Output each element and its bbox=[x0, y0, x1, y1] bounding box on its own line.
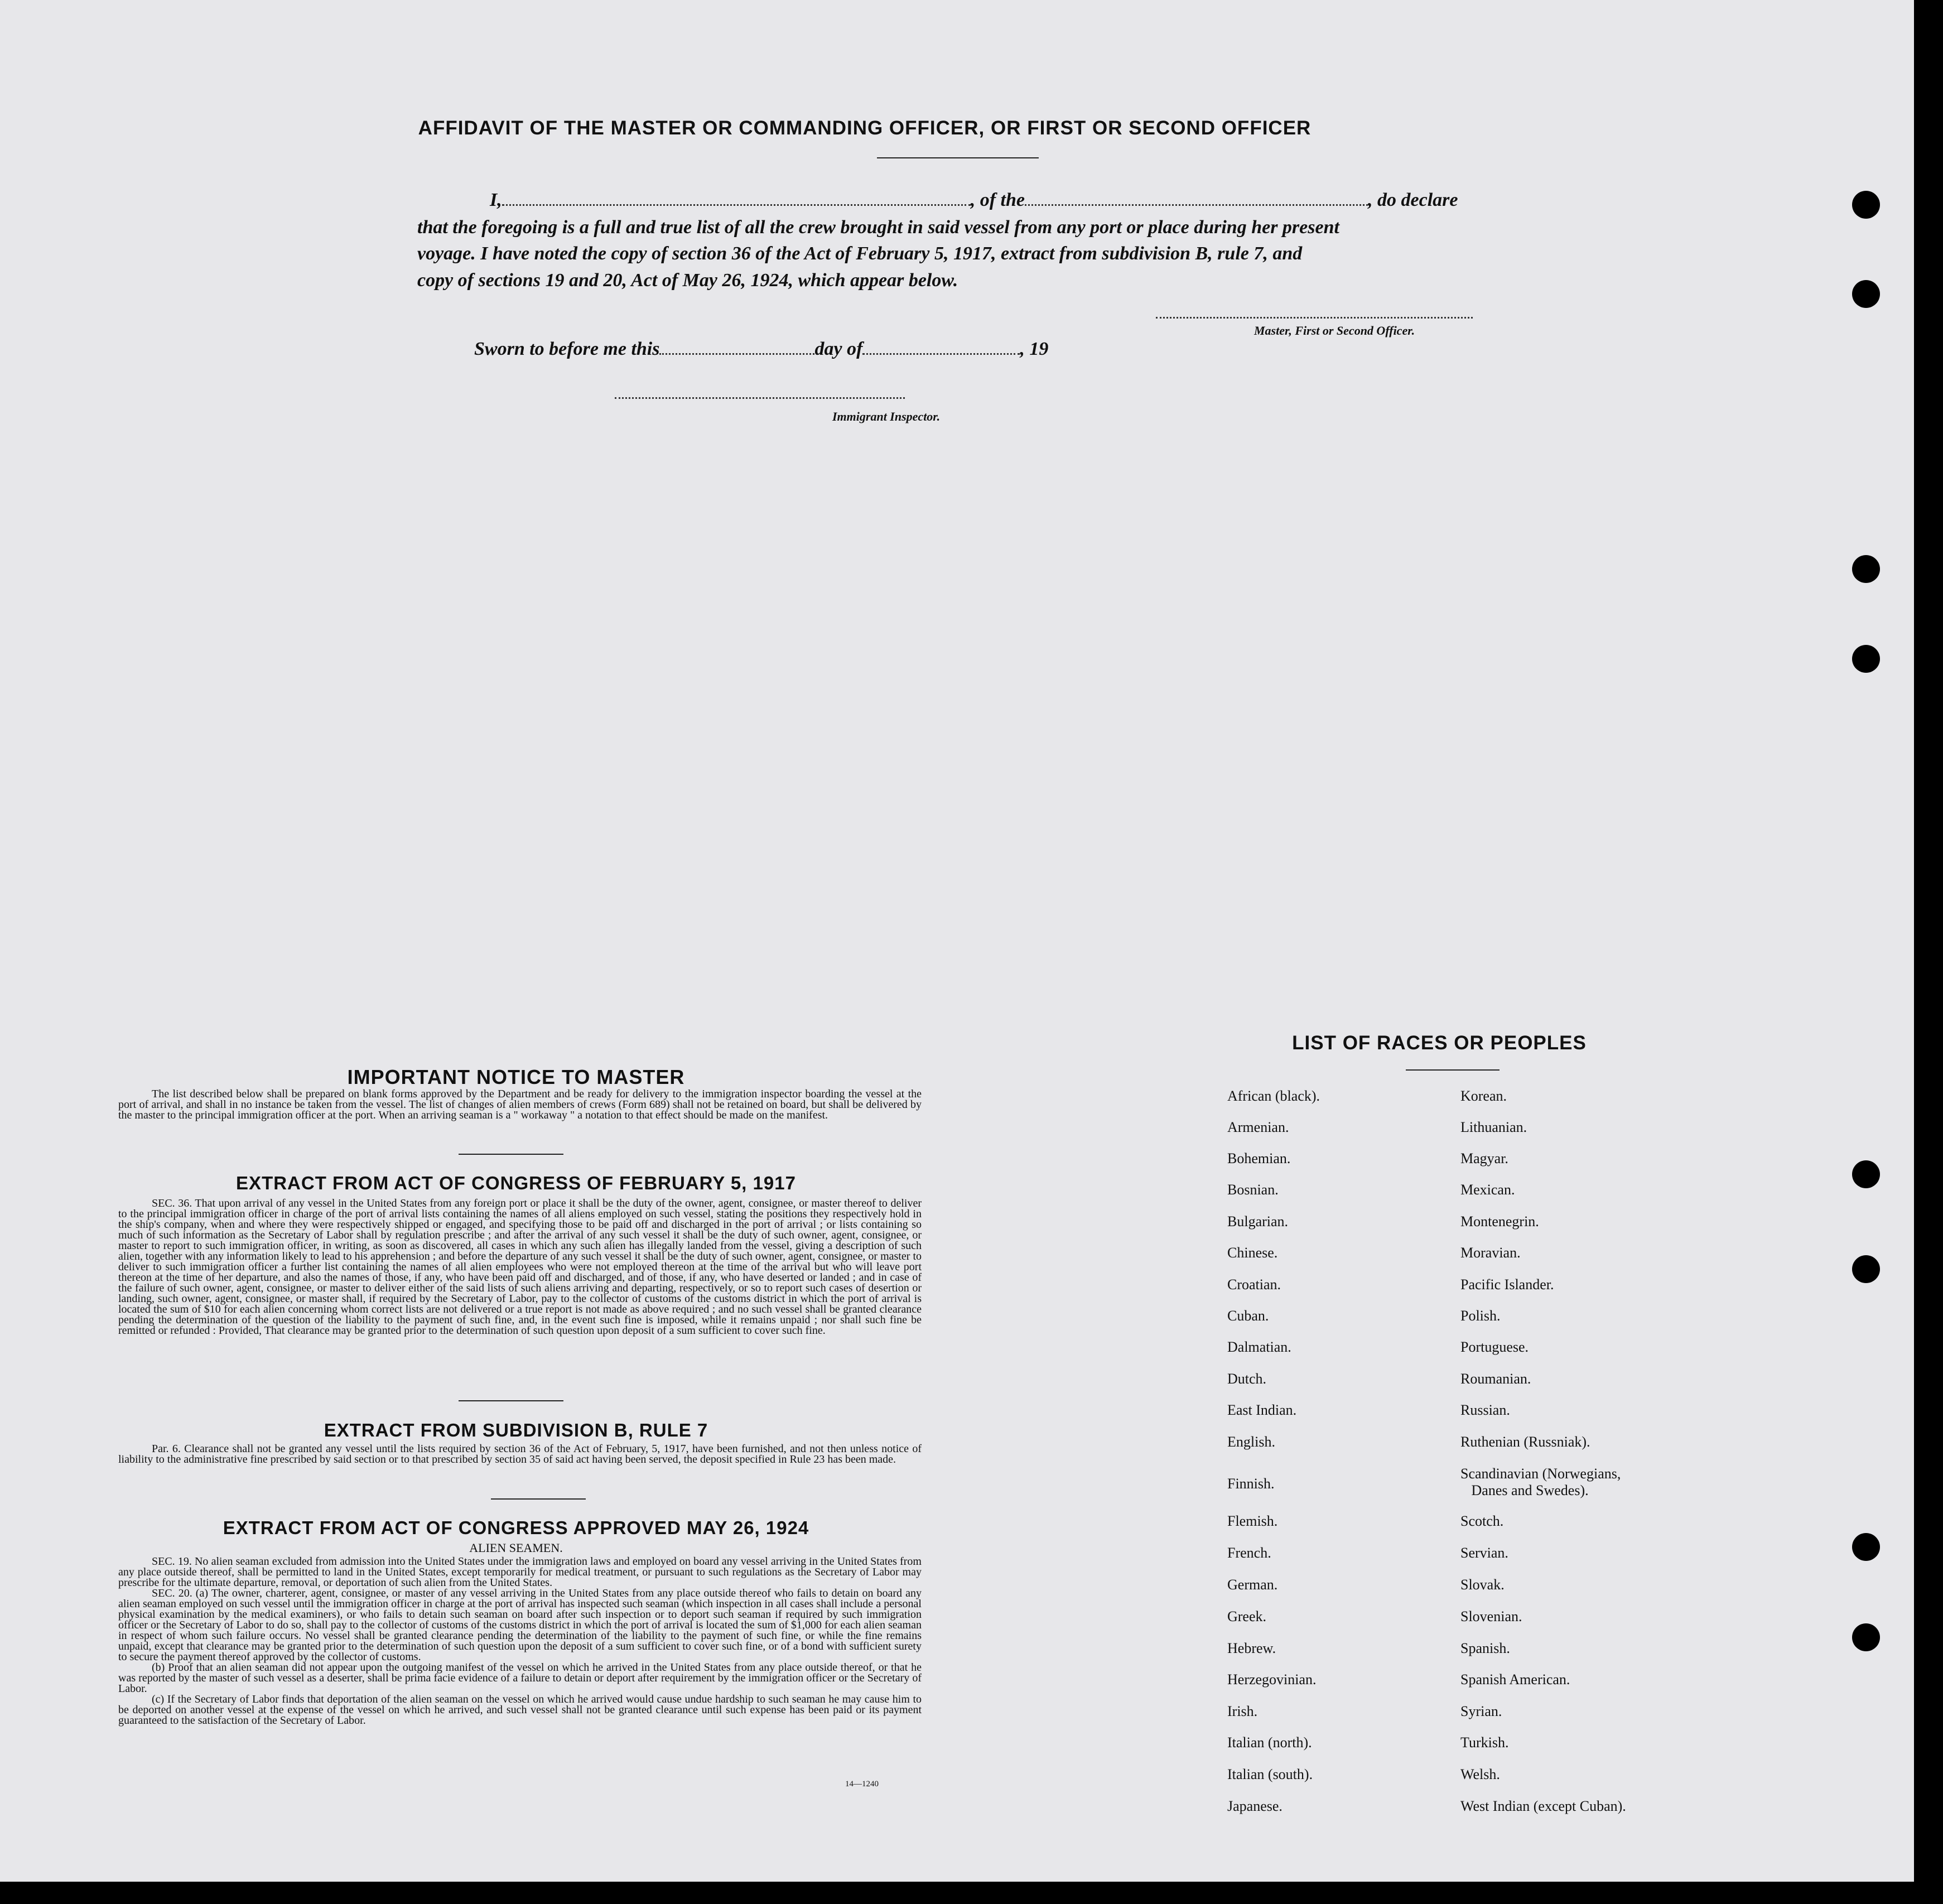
declaration-line-3: voyage. I have noted the copy of section 36 of the Act of February 5, 1917, extract from subdivision B, rule 7, and bbox=[417, 243, 1303, 264]
race-item: Finnish. bbox=[1227, 1476, 1275, 1492]
race-item: Montenegrin. bbox=[1460, 1213, 1539, 1230]
race-item: Slovenian. bbox=[1460, 1608, 1522, 1625]
race-item: Dutch. bbox=[1227, 1371, 1267, 1387]
extract-rule7-heading: EXTRACT FROM SUBDIVISION B, RULE 7 bbox=[324, 1420, 708, 1440]
race-item: Japanese. bbox=[1227, 1798, 1283, 1814]
punch-hole bbox=[1852, 191, 1880, 219]
master-signature-line[interactable] bbox=[1156, 317, 1473, 319]
extract-1917-text bbox=[118, 1198, 922, 1336]
sworn-day-blank[interactable] bbox=[659, 341, 814, 355]
race-item: Hebrew. bbox=[1227, 1640, 1276, 1656]
race-item: Turkish. bbox=[1460, 1734, 1509, 1751]
master-signature-label: Master, First or Second Officer. bbox=[1254, 324, 1415, 338]
scan-border-bottom bbox=[0, 1882, 1943, 1904]
punch-hole bbox=[1852, 645, 1880, 673]
race-item: Moravian. bbox=[1460, 1245, 1521, 1261]
race-item: Spanish American. bbox=[1460, 1671, 1570, 1688]
race-item: Irish. bbox=[1227, 1703, 1258, 1719]
race-item: Roumanian. bbox=[1460, 1371, 1531, 1387]
race-item: Italian (south). bbox=[1227, 1766, 1313, 1782]
race-item: Slovak. bbox=[1460, 1577, 1505, 1593]
sec-20c-paragraph: (c) If the Secretary of Labor finds that deportation of the alien seaman on the vessel on which he arrived would cause undue hardship to such seaman he may cause him to be deported on another vessel at the expense of the vessel on which he arrived, and such vessel shall not be granted clearance until such expense has been paid or its payment guaranteed to the satisfaction of the Secretary of Labor. bbox=[118, 1693, 922, 1727]
race-item: Russian. bbox=[1460, 1402, 1510, 1418]
extract-1924-subheading: ALIEN SEAMEN. bbox=[469, 1541, 563, 1555]
race-item: French. bbox=[1227, 1545, 1271, 1561]
race-item: West Indian (except Cuban). bbox=[1460, 1798, 1626, 1814]
race-item: Polish. bbox=[1460, 1308, 1501, 1324]
vessel-blank[interactable] bbox=[1025, 192, 1368, 206]
race-item: Ruthenian (Russniak). bbox=[1460, 1434, 1590, 1450]
section-rule bbox=[491, 1498, 586, 1500]
scan-border-right bbox=[1914, 0, 1943, 1904]
race-item: Magyar. bbox=[1460, 1150, 1508, 1166]
race-item: Herzegovinian. bbox=[1227, 1671, 1317, 1688]
declaration-line-2: that the foregoing is a full and true list of all the crew brought in said vessel from any port or place during her present bbox=[417, 217, 1339, 238]
name-blank[interactable] bbox=[502, 192, 971, 206]
sworn-year-label: , 19 bbox=[1020, 339, 1049, 359]
punch-hole bbox=[1852, 1533, 1880, 1561]
notice-heading: IMPORTANT NOTICE TO MASTER bbox=[347, 1066, 685, 1088]
declaration-do-declare: , do declare bbox=[1368, 190, 1458, 210]
extract-1924-text bbox=[118, 1556, 922, 1726]
declaration-i: I, bbox=[490, 190, 502, 210]
sec-19-paragraph: SEC. 19. No alien seaman excluded from admission into the United States under the immigration laws and employed on board any vessel arriving in the United States from any place outside thereof, shall be permitted to land in the United States, except temporarily for medical treatment, or pursuant to such regulations as the Secretary of Labor may prescribe for the ultimate departure, removal, or deportation of such alien from the United States. bbox=[118, 1555, 922, 1589]
extract-1917-heading: EXTRACT FROM ACT OF CONGRESS OF FEBRUARY 5, 1917 bbox=[236, 1173, 796, 1193]
race-item: East Indian. bbox=[1227, 1402, 1297, 1418]
race-item: Syrian. bbox=[1460, 1703, 1502, 1719]
race-item: Bohemian. bbox=[1227, 1150, 1291, 1166]
notice-text bbox=[118, 1089, 922, 1121]
notice-paragraph: The list described below shall be prepared on blank forms approved by the Department and be ready for delivery to the immigration inspector boarding the vessel at the port of arrival, and shall in no instance be taken from the vessel. The list of changes of alien members of crews (Form 689) shall not be retained on board, but shall be delivered by the master to the principal immigration officer at the port. When an arriving seaman is a " workaway " a notation to that effect should be made on the manifest. bbox=[118, 1088, 922, 1121]
race-item: Portuguese. bbox=[1460, 1339, 1529, 1355]
race-item: Scotch. bbox=[1460, 1513, 1504, 1529]
sworn-day-label: day of bbox=[814, 339, 863, 359]
race-item: Spanish. bbox=[1460, 1640, 1510, 1656]
race-item: Mexican. bbox=[1460, 1182, 1515, 1198]
races-title: LIST OF RACES OR PEOPLES bbox=[1292, 1032, 1587, 1054]
race-item: Welsh. bbox=[1460, 1766, 1500, 1782]
form-number: 14—1240 bbox=[845, 1780, 879, 1789]
race-item: Bosnian. bbox=[1227, 1182, 1279, 1198]
punch-hole bbox=[1852, 1255, 1880, 1283]
race-item: Dalmatian. bbox=[1227, 1339, 1291, 1355]
race-item: Scandinavian (Norwegians, Danes and Swedes). bbox=[1460, 1466, 1621, 1498]
punch-hole bbox=[1852, 1160, 1880, 1188]
sec-20a-paragraph: SEC. 20. (a) The owner, charterer, agent, consignee, or master of any vessel arriving in the United States from any place outside thereof who fails to detain on board any alien seaman employed on such vessel until the immigration officer in charge at the port of arrival has inspected such seaman (which inspection in all cases shall include a personal physical examination by the medical examiners), or who fails to detain such seaman on board after such inspection or to deport such seaman if required by such immigration officer or the Secretary of Labor to do so, shall pay to the collector of customs of the customs district in which the port of arrival is located the sum of $1,000 for each alien seaman in respect of whom such failure occurs. No vessel shall be granted clearance pending the determination of the liability to the payment of such fine, or while the fine remains unpaid, except that clearance may be granted prior to the determination of such question upon the deposit of a sum sufficient to cover such fine, or of a bond with sufficient surety to secure the payment thereof approved by the collector of customs. bbox=[118, 1587, 922, 1663]
affidavit-title: AFFIDAVIT OF THE MASTER OR COMMANDING OFFICER, OR FIRST OR SECOND OFFICER bbox=[418, 117, 1312, 139]
section-rule bbox=[459, 1154, 563, 1155]
race-item: Croatian. bbox=[1227, 1276, 1281, 1293]
sworn-month-blank[interactable] bbox=[862, 341, 1020, 355]
race-item: Greek. bbox=[1227, 1608, 1267, 1625]
extract-1924-heading: EXTRACT FROM ACT OF CONGRESS APPROVED MAY 26, 1924 bbox=[223, 1517, 809, 1538]
punch-hole bbox=[1852, 280, 1880, 308]
sec-20b-paragraph: (b) Proof that an alien seaman did not appear upon the outgoing manifest of the vessel on which he arrived in the United States from any place outside thereof, or that he was reported by the master of such vessel as a deserter, shall be prima facie evidence of a failure to detain or deport after requirement by the immigration officer or the Secretary of Labor. bbox=[118, 1661, 922, 1695]
declaration-line-4: copy of sections 19 and 20, Act of May 26, 1924, which appear below. bbox=[417, 270, 958, 291]
extract-1917-paragraph: SEC. 36. That upon arrival of any vessel in the United States from any foreign port or place it shall be the duty of the owner, agent, consignee, or master thereof to deliver to the principal immigration officer in charge of the port of arrival lists containing the names of all aliens employed on such vessel, stating the positions they respectively hold in the ship's company, when and where they were respectively shipped or engaged, and specifying those to be paid off and discharged in the port of arrival ; or lists containing so much of such information as the Secretary of Labor shall by regulation prescribe ; and after the arrival of any such vessel it shall be the duty of such owner, agent, consignee, or master to report to such immigration officer, in writing, as soon as discovered, all cases in which any such alien has illegally landed from the vessel, giving a description of such alien, together with any information likely to lead to his apprehension ; and before the departure of any such vessel it shall be the duty of such owner, agent, consignee, or master to deliver to such immigration officer a further list containing the names of all alien employees who were not employed thereon at the time of the arrival but who will leave port thereon at the time of her departure, and also the names of those, if any, who have been paid off and discharged, and of those, if any, who have deserted or landed ; and in case of the failure of such owner, agent, consignee, or master to deliver either of the said lists of such aliens arriving and departing, respectively, or so to report such cases of desertion or landing, such owner, agent, consignee, or master shall, if required by the Secretary of Labor, pay to the collector of customs of the customs district in which the port of arrival is located the sum of $10 for each alien concerning whom correct lists are not delivered or a true report is not made as above required ; and no such vessel shall be granted clearance pending the determination of the question of the liability to the payment of such fine, and, in the event such fine is imposed, while it remains unpaid ; nor shall such fine be remitted or refunded : Provided, That clearance may be granted prior to the determination of such question upon deposit of a sum sufficient to cover such fine. bbox=[118, 1197, 922, 1337]
race-item: African (black). bbox=[1227, 1088, 1320, 1104]
section-rule bbox=[459, 1400, 563, 1401]
race-item: Chinese. bbox=[1227, 1245, 1278, 1261]
race-item: Italian (north). bbox=[1227, 1734, 1312, 1751]
title-rule bbox=[877, 157, 1039, 158]
race-item: Bulgarian. bbox=[1227, 1213, 1289, 1230]
race-item: Pacific Islander. bbox=[1460, 1276, 1554, 1293]
race-item: German. bbox=[1227, 1577, 1278, 1593]
race-item: Cuban. bbox=[1227, 1308, 1269, 1324]
race-item: Lithuanian. bbox=[1460, 1119, 1527, 1135]
extract-rule7-text bbox=[118, 1444, 922, 1465]
race-item: Armenian. bbox=[1227, 1119, 1289, 1135]
punch-hole bbox=[1852, 555, 1880, 583]
race-item: Servian. bbox=[1460, 1545, 1508, 1561]
races-title-rule bbox=[1406, 1069, 1500, 1071]
inspector-signature-label: Immigrant Inspector. bbox=[832, 409, 941, 423]
declaration-of-the: , of the bbox=[970, 190, 1025, 210]
race-item: Flemish. bbox=[1227, 1513, 1278, 1529]
sworn-line bbox=[474, 339, 1144, 360]
extract-rule7-paragraph: Par. 6. Clearance shall not be granted any vessel until the lists required by section 36 of the Act of February, 5, 1917, have been furnished, and not then unless notice of liability to the administrative fine prescribed by said section or to that prescribed by section 35 of said act having been served, the deposit specified in Rule 23 has been made. bbox=[118, 1443, 922, 1466]
inspector-signature-line[interactable] bbox=[615, 397, 905, 399]
race-item: Korean. bbox=[1460, 1088, 1507, 1104]
sworn-prefix: Sworn to before me this bbox=[474, 339, 660, 359]
punch-hole bbox=[1852, 1623, 1880, 1651]
declaration-line-1 bbox=[417, 190, 1483, 211]
race-item: English. bbox=[1227, 1434, 1275, 1450]
